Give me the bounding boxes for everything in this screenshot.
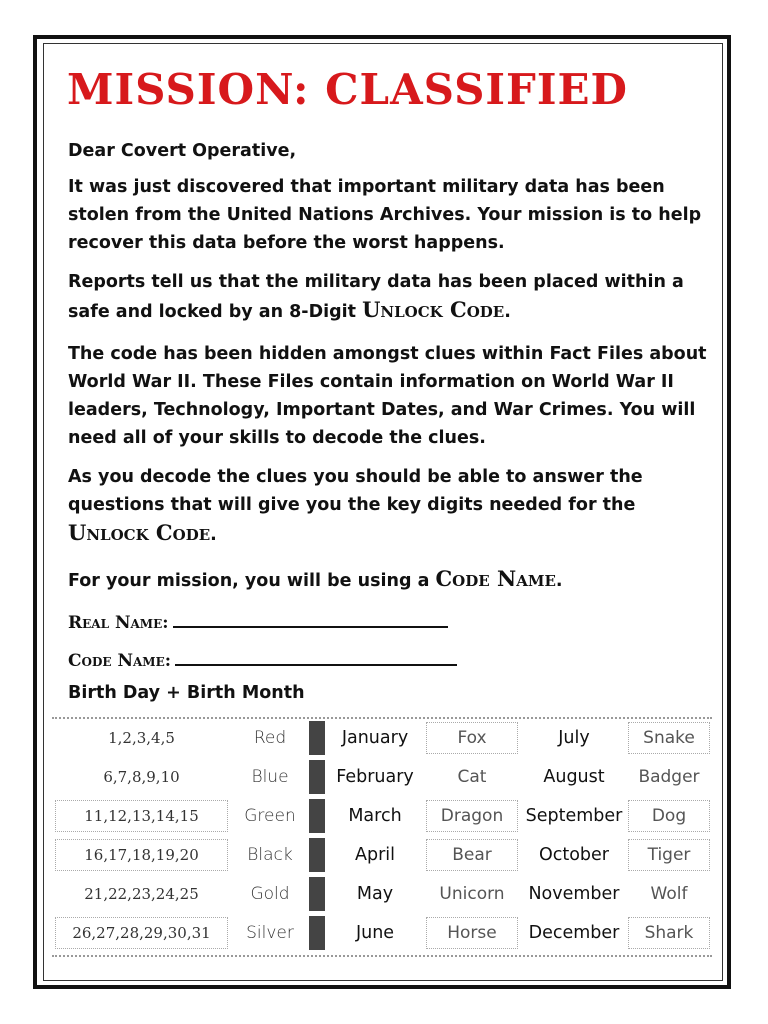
- table-row: [52, 875, 712, 914]
- table-row: [52, 758, 712, 797]
- animal-word: Horse: [426, 917, 518, 949]
- color-word: Silver: [246, 923, 294, 943]
- month-label: August: [543, 767, 605, 787]
- code-name-line[interactable]: [175, 648, 457, 666]
- paragraph-4: As you decode the clues you should be able to answer the questions that will give you the key digits needed for the Unlock Code.: [68, 467, 643, 545]
- month-label: October: [538, 845, 610, 865]
- paragraph-5: For your mission, you will be using a Code Name.: [68, 566, 563, 591]
- paragraph-2: Reports tell us that the military data has been placed within a safe and locked by an 8-Digit Unlock Code.: [68, 272, 684, 322]
- day-range: 16,17,18,19,20: [55, 839, 228, 871]
- divider-bar: [309, 799, 325, 833]
- month-label: May: [356, 884, 394, 904]
- day-range: 11,12,13,14,15: [55, 800, 228, 832]
- day-range: 26,27,28,29,30,31: [55, 917, 228, 949]
- greeting: Dear Covert Operative,: [68, 141, 297, 161]
- code-name-field[interactable]: [68, 648, 457, 671]
- table-heading: Birth Day + Birth Month: [68, 683, 305, 703]
- real-name-label: Real Name:: [68, 613, 169, 633]
- divider-bar: [309, 838, 325, 872]
- table-row: [52, 719, 712, 758]
- month-label: April: [355, 845, 395, 865]
- month-label: July: [558, 728, 590, 748]
- table-row: [52, 797, 712, 836]
- animal-word: Unicorn: [439, 884, 505, 904]
- real-name-field[interactable]: [68, 610, 448, 633]
- animal-word: Bear: [426, 839, 518, 871]
- animal-word: Snake: [628, 722, 710, 754]
- code-name-term: Code Name: [435, 566, 556, 591]
- month-label: February: [336, 767, 414, 787]
- table-row: [52, 836, 712, 875]
- month-label: December: [528, 923, 620, 943]
- table-row: [52, 914, 712, 953]
- code-name-label: Code Name:: [68, 651, 172, 671]
- color-word: Red: [253, 728, 287, 748]
- divider-bar: [309, 721, 325, 755]
- animal-word: Dog: [628, 800, 710, 832]
- color-word: Blue: [251, 767, 289, 787]
- month-label: March: [348, 806, 402, 826]
- animal-word: Cat: [457, 767, 487, 787]
- animal-word: Dragon: [426, 800, 518, 832]
- color-word: Gold: [250, 884, 290, 904]
- table-bottom-rule: [52, 955, 712, 957]
- month-label: January: [341, 728, 409, 748]
- month-label: September: [525, 806, 623, 826]
- color-word: Green: [244, 806, 296, 826]
- day-range: 6,7,8,9,10: [103, 768, 180, 786]
- animal-word: Shark: [628, 917, 710, 949]
- unlock-code-term: Unlock Code: [362, 297, 505, 322]
- day-range: 21,22,23,24,25: [84, 885, 199, 903]
- real-name-line[interactable]: [173, 610, 448, 628]
- paragraph-1: It was just discovered that important military data has been stolen from the United Nations Archives. Your mission is to help recover this data before the worst happens.: [68, 177, 702, 253]
- divider-bar: [309, 916, 325, 950]
- page-title: MISSION: CLASSIFIED: [67, 65, 628, 114]
- month-label: November: [528, 884, 620, 904]
- animal-word: Badger: [638, 767, 700, 787]
- divider-bar: [309, 760, 325, 794]
- animal-word: Tiger: [628, 839, 710, 871]
- divider-bar: [309, 877, 325, 911]
- unlock-code-term: Unlock Code: [68, 520, 211, 545]
- month-label: June: [355, 923, 395, 943]
- day-range: 1,2,3,4,5: [108, 729, 175, 747]
- animal-word: Fox: [426, 722, 518, 754]
- paragraph-3: The code has been hidden amongst clues within Fact Files about World War II. These Files contain information on World War II leaders, Technology, Important Dates, and War Crimes. You will need all of your skills to decode the clues.: [68, 344, 707, 448]
- animal-word: Wolf: [650, 884, 688, 904]
- color-word: Black: [247, 845, 293, 865]
